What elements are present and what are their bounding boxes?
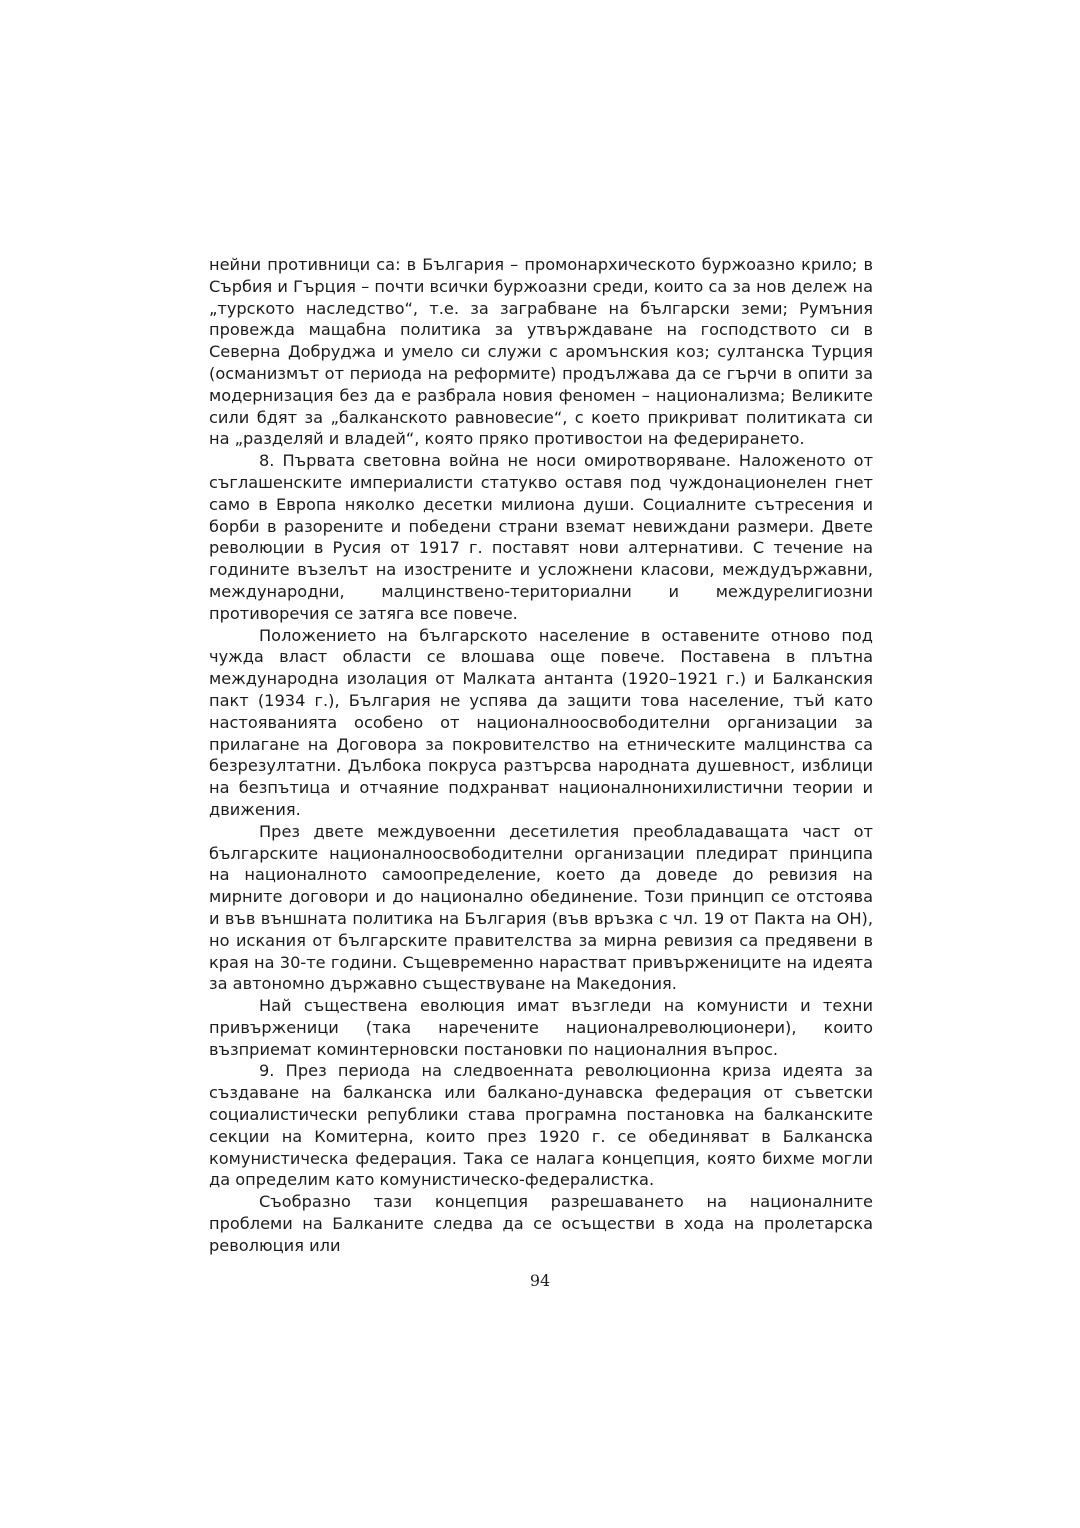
page-number: 94 [529,1271,551,1290]
paragraph: Съобразно тази концепция разрешаването на националните проблеми на Балканите следва да се осъществи в хода на пролетарска революция или [209,1192,873,1255]
paragraph-continuation: нейни противници са: в България – промонархическото буржоазно крило; в Сърбия и Гърция – почти всички буржоазни среди, които са за нов дележ на „турското наследство“, т.е. за заграбване на български земи; Румъния провежда мащабна политика за утвърждаване на господството си в Северна Добруджа и умело си служи с аромънския коз; султанска Турция (османизмът от периода на реформите) продължава да се гърчи в опити за модернизация без да е разбрала новия феномен – национализма; Великите сили бдят за „балканското равновесие“, с което прикриват политиката си на „разделяй и владей“, която пряко противостои на федерирането. [209,255,873,449]
body-text [209,254,873,1257]
paragraph-section-9: 9. През периода на следвоенната революционна криза идеята за създаване на балканска или балкано-дунавска федерация от съветски социалистически републики става програмна постановка на балканските секции на Комитерна, които през 1920 г. се обединяват в Балканска комунистическа федерация. Така се налага концепция, която бихме могли да определим като комунистическо-федералистка. [209,1061,873,1190]
paragraph: Положението на българското население в оставените отново под чужда власт области се влошава още повече. Поставена в плътна международна изолация от Малката антанта (1920–1921 г.) и Балканския пакт (1934 г.), България не успява да защити това население, тъй като настояванията особено от националноосвободителни организации за прилагане на Договора за покровителство на етническите малцинства са безрезултатни. Дълбока покруса разтърсва народната душевност, изблици на безпътица и отчаяние подхранват националнонихилистични теории и движения. [209,625,873,819]
paragraph: През двете междувоенни десетилетия преобладаващата част от българските националноосвободителни организации пледират принципа на националното самоопределение, което да доведе до ревизия на мирните договори и до национално обединение. Този принцип се отстоява и във външната политика на България (във връзка с чл. 19 от Пакта на ОН), но искания от българските правителства за мирна ревизия са предявени в края на 30-те години. Същевременно нарастват привържениците на идеята за автономно държавно съществуване на Македония. [209,821,873,994]
paragraph: Най съществена еволюция имат възгледи на комунисти и техни привърженици (така наречените националреволюционери), които възприемат коминтерновски постановки по националния въпрос. [209,996,873,1059]
paragraph-section-8: 8. Първата световна война не носи омиротворяване. Наложеното от съглашенските империалисти статукво оставя под чуждонационелен гнет само в Европа няколко десетки милиона души. Социалните сътресения и борби в разорените и победени страни вземат невиждани размери. Двете революции в Русия от 1917 г. поставят нови алтернативи. С течение на годините възелът на изострените и усложнени класови, междудържавни, международни, малцинствено-териториални и междурелигиозни противоречия се затяга все повече. [209,451,873,623]
